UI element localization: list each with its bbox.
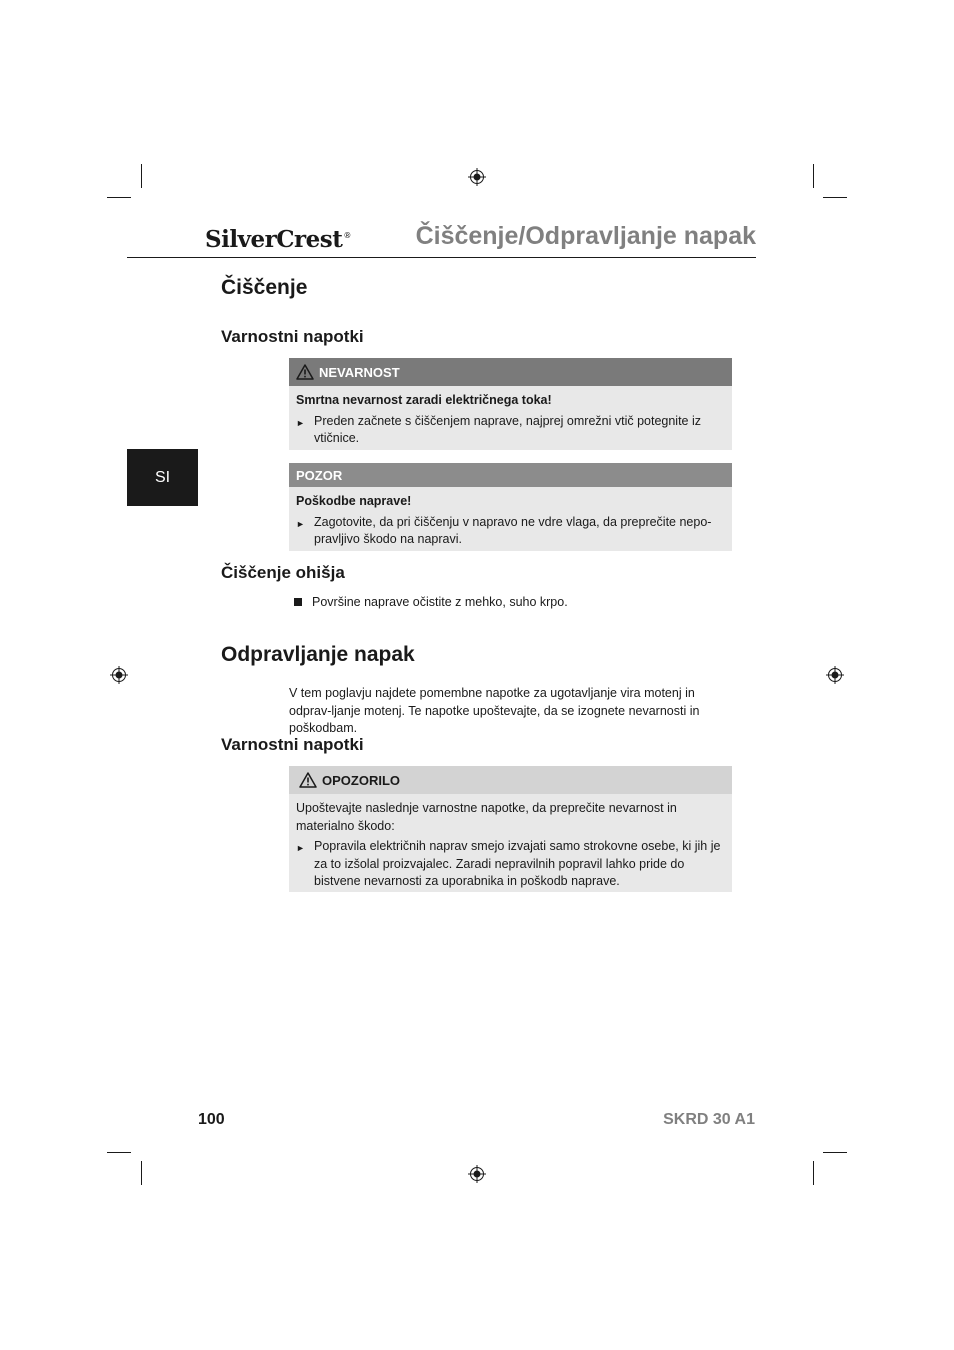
subheading-housing-cleaning: Čiščenje ohišja bbox=[221, 563, 345, 582]
danger-label: NEVARNOST bbox=[319, 364, 400, 380]
warning-item-text: Popravila električnih naprav smejo izvajati samo strokovne osebe, ki jih je za to izšolal proizvajalec. Zaradi nepravilnih popravil lahko pride do bistvene nevarnosti za uporabnika in poškodb naprave. bbox=[314, 839, 721, 888]
language-tab: SI bbox=[127, 449, 198, 506]
housing-item-text: Površine naprave očistite z mehko, suho krpo. bbox=[312, 595, 568, 609]
danger-box-header bbox=[289, 358, 732, 386]
section-heading-troubleshooting: Odpravljanje napak bbox=[221, 643, 415, 666]
registration-mark-icon bbox=[468, 168, 486, 186]
subheading-safety-notes: Varnostni napotki bbox=[221, 327, 364, 346]
registration-mark-icon bbox=[110, 666, 128, 684]
arrow-bullet-icon: ► bbox=[296, 843, 305, 853]
list-item bbox=[294, 595, 568, 609]
warning-triangle-icon bbox=[299, 772, 317, 788]
crop-mark bbox=[823, 1152, 847, 1153]
list-item bbox=[296, 838, 724, 891]
caution-label: POZOR bbox=[296, 467, 343, 483]
danger-lead: Smrtna nevarnost zaradi električnega toka! bbox=[296, 393, 552, 407]
crop-mark bbox=[813, 1161, 814, 1185]
brand-registered-mark: ® bbox=[343, 231, 351, 241]
warning-lead: Upoštevajte naslednje varnostne napotke, da preprečite nevarnost in materialno škodo: bbox=[296, 801, 677, 833]
crop-mark bbox=[107, 1152, 131, 1153]
warning-box bbox=[289, 766, 732, 892]
caution-lead: Poškodbe naprave! bbox=[296, 494, 412, 508]
list-item bbox=[296, 514, 724, 549]
registration-mark-icon bbox=[826, 666, 844, 684]
caution-box bbox=[289, 463, 732, 551]
crop-mark bbox=[823, 197, 847, 198]
warning-triangle-icon bbox=[296, 364, 314, 380]
arrow-bullet-icon: ► bbox=[296, 417, 305, 428]
troubleshooting-intro: V tem poglavju najdete pomembne napotke za ugotavljanje vira motenj in odprav-ljanje motenj. Te napotke upoštevajte, da se izognete nevarnosti in poškodbam. bbox=[289, 686, 700, 735]
square-bullet-icon bbox=[294, 598, 302, 606]
warning-label: OPOZORILO bbox=[322, 772, 400, 788]
section-heading-cleaning: Čiščenje bbox=[221, 276, 308, 299]
model-number: SKRD 30 A1 bbox=[663, 1111, 755, 1128]
list-item bbox=[296, 413, 724, 448]
page-number: 100 bbox=[198, 1111, 225, 1128]
page-header bbox=[127, 220, 756, 258]
caution-item-text: Zagotovite, da pri čiščenju v napravo ne vdre vlaga, da preprečite nepo-pravljivo škodo na napravi. bbox=[314, 514, 712, 546]
brand-logo bbox=[205, 226, 351, 253]
brand-name: SilverCrest bbox=[205, 226, 343, 253]
warning-box-header bbox=[289, 766, 732, 794]
danger-box bbox=[289, 358, 732, 450]
danger-item-text: Preden začnete s čiščenjem naprave, najprej omrežni vtič potegnite iz vtičnice. bbox=[314, 413, 702, 445]
subheading-safety-notes-2: Varnostni napotki bbox=[221, 735, 364, 754]
crop-mark bbox=[107, 197, 131, 198]
caution-box-header bbox=[289, 463, 732, 487]
page-title: Čiščenje/Odpravljanje napak bbox=[415, 222, 756, 250]
crop-mark bbox=[813, 164, 814, 188]
registration-mark-icon bbox=[468, 1165, 486, 1183]
crop-mark bbox=[141, 1161, 142, 1185]
arrow-bullet-icon: ► bbox=[296, 518, 305, 529]
crop-mark bbox=[141, 164, 142, 188]
